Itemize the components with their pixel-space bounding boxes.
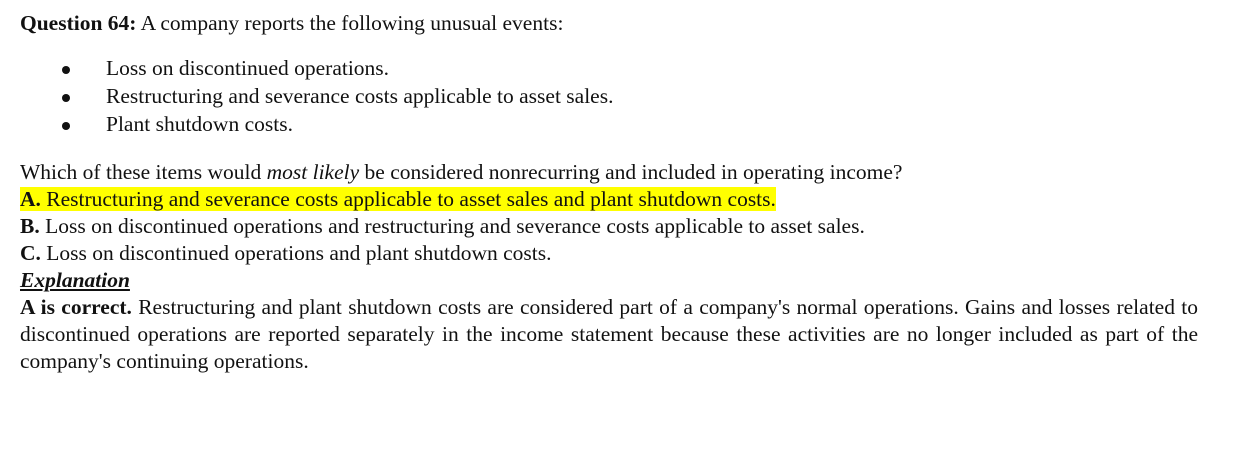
document-page	[20, 10, 1198, 375]
question-text: A company reports the following unusual events:	[136, 11, 564, 35]
event-text: Plant shutdown costs.	[106, 112, 293, 136]
explanation-verdict: A is correct.	[20, 295, 132, 319]
option-letter: B.	[20, 214, 40, 238]
prompt-after: be considered nonrecurring and included in operating income?	[359, 160, 903, 184]
question-prompt	[20, 159, 1198, 186]
prompt-before: Which of these items would	[20, 160, 267, 184]
explanation-text: Restructuring and plant shutdown costs are considered part of a company's normal operations. Gains and losses related to discontinued operations are reported separately in the income statement because these activities are no longer included as part of the company's continuing operations.	[20, 295, 1198, 373]
question-heading	[20, 10, 1198, 36]
option-letter: C.	[20, 241, 41, 265]
bullet-icon	[62, 66, 70, 74]
question-number: Question 64:	[20, 11, 137, 35]
event-list	[20, 54, 1198, 138]
option-c	[20, 240, 1198, 267]
option-b	[20, 213, 1198, 240]
explanation-body	[20, 294, 1198, 375]
event-item	[20, 110, 1198, 138]
bullet-icon	[62, 94, 70, 102]
option-text: Loss on discontinued operations and plant shutdown costs.	[40, 241, 552, 265]
bullet-icon	[62, 122, 70, 130]
option-letter: A.	[20, 187, 41, 211]
event-text: Loss on discontinued operations.	[106, 56, 390, 80]
event-item	[20, 82, 1198, 110]
event-item	[20, 54, 1198, 82]
event-text: Restructuring and severance costs applicable to asset sales.	[106, 84, 614, 108]
prompt-emphasis: most likely	[266, 160, 360, 184]
option-text: Restructuring and severance costs applicable to asset sales and plant shutdown costs.	[40, 187, 776, 211]
option-a-highlight	[20, 187, 776, 211]
option-a	[20, 186, 1198, 213]
explanation-title: Explanation	[20, 268, 130, 292]
option-text: Loss on discontinued operations and restructuring and severance costs applicable to asset sales.	[39, 214, 865, 238]
